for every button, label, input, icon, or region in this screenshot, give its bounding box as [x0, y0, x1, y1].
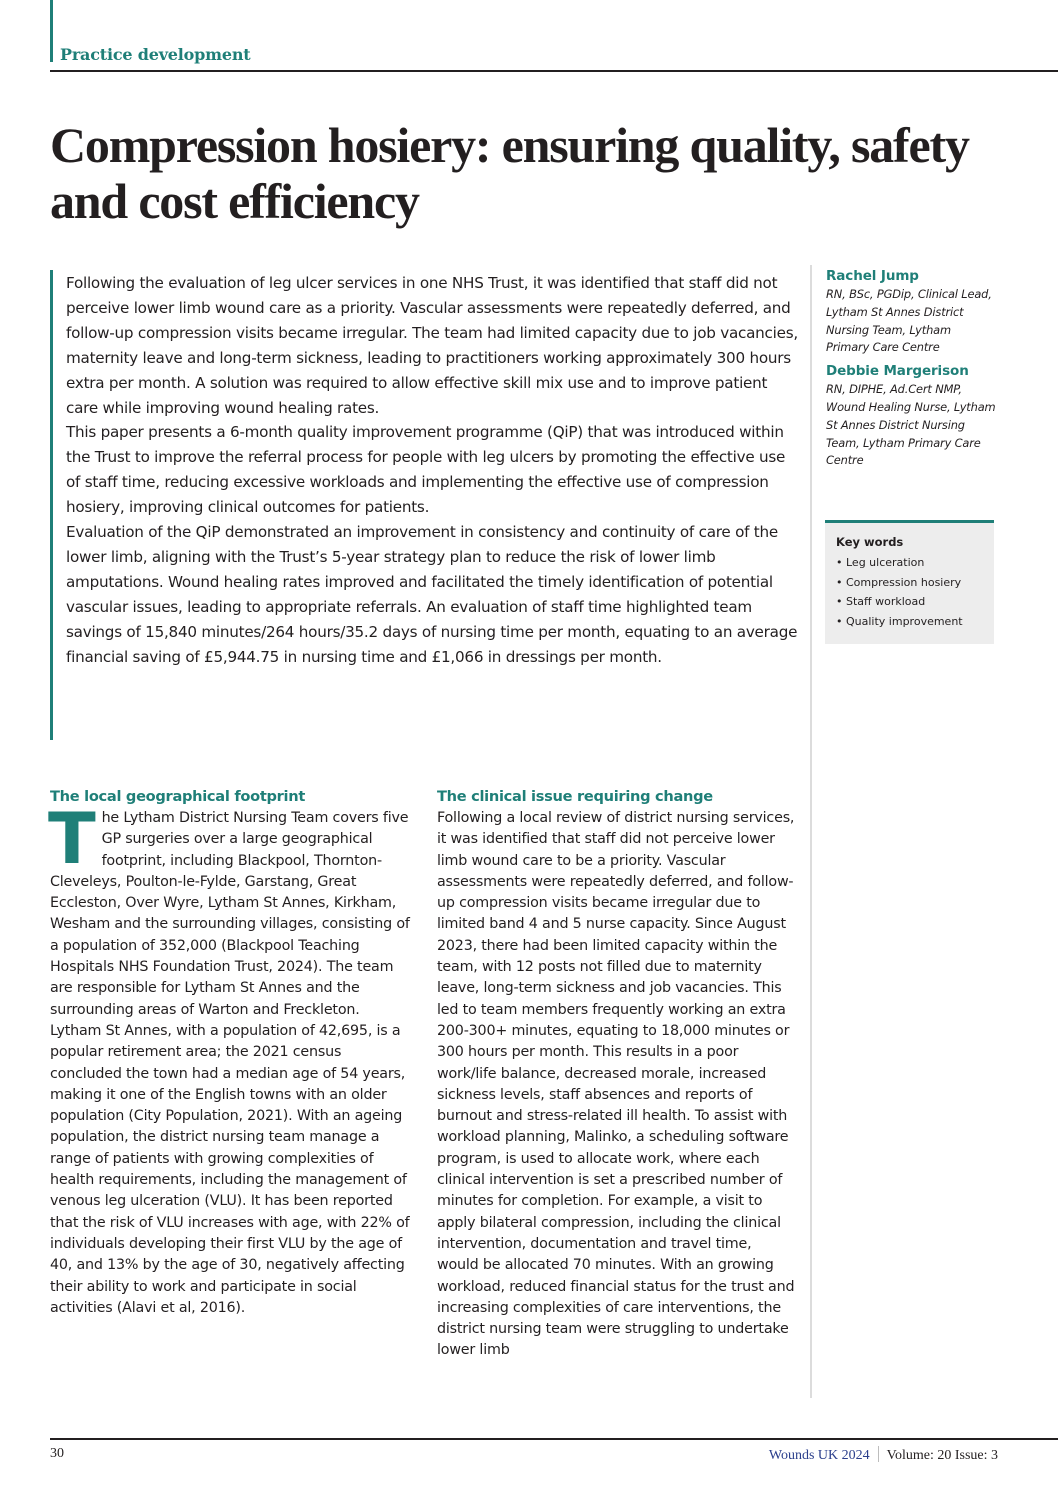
keyword-text: Quality improvement: [846, 614, 963, 628]
article-title: Compression hosiery: ensuring quality, safety and cost efficiency: [50, 117, 969, 229]
keyword-text: Leg ulceration: [846, 556, 925, 569]
header-divider: [50, 70, 1058, 72]
keyword-item: [836, 553, 994, 573]
keyword-item: [836, 612, 994, 632]
abstract-paragraph: This paper presents a 6-month quality improvement programme (QiP) that was introduced within the Trust to improve the referral process for people with leg ulcers by promoting the effective use of staff time, reducing excessive workloads and implementing the effective use of compression hosiery, improving clinical outcomes for patients.: [66, 423, 786, 517]
keywords-heading: Key words: [836, 535, 904, 549]
body-column-left: [50, 786, 410, 1319]
footer-divider: [50, 1438, 1058, 1440]
volume-issue: Volume: 20 Issue: 3: [886, 1448, 998, 1463]
section-heading: The local geographical footprint: [50, 788, 306, 805]
author-list: [826, 266, 996, 474]
keyword-item: [836, 573, 994, 593]
abstract-paragraph: Following the evaluation of leg ulcer services in one NHS Trust, it was identified that staff did not perceive lower limb wound care as a priority. Vascular assessments were repeatedly deferred, and follow-up compression visits became irregular. The team had limited capacity due to job vacancies, maternity leave and long-term sickness, leading to practitioners working approximately 300 hours extra per month. A solution was required to allow effective skill mix use and to improve patient care while improving wound healing rates.: [66, 274, 798, 417]
drop-cap: T: [48, 798, 96, 880]
section-text: he Lytham District Nursing Team covers five GP surgeries over a large geographical footprint, including Blackpool, Thornton-Cleveleys, Poulton-le-Fylde, Garstang, Great Eccleston, Over Wyre, Lytham St Annes, Kirkham, Wesham and the surrounding villages, consisting of a population of 352,000 (Blackpool Teaching Hospitals NHS Foundation Trust, 2024). The team are responsible for Lytham St Annes and the surrounding areas of Warton and Freckleton. Lytham St Annes, with a population of 42,695, is a popular retirement area; the 2021 census concluded the town had a median age of 54 years, making it one of the English towns with an older population (City Population, 2021). With an ageing population, the district nursing team manage a range of patients with growing complexities of health requirements, including the management of venous leg ulceration (VLU). It has been reported that the risk of VLU increases with age, with 22% of individuals developing their first VLU by the age of 40, and 13% by the age of 30, negatively affecting their ability to work and participate in social activities (Alavi et al, 2016).: [50, 810, 410, 1316]
journal-name: Wounds UK 2024: [768, 1448, 870, 1463]
author-name: Rachel Jump: [826, 268, 919, 284]
author-block: [826, 361, 996, 470]
author-affiliation: RN, BSc, PGDip, Clinical Lead, Lytham St Annes District Nursing Team, Lytham Primary Care Centre: [826, 287, 992, 355]
keyword-item: [836, 592, 994, 612]
keyword-text: Staff workload: [846, 595, 926, 609]
section-heading: The clinical issue requiring change: [437, 788, 713, 805]
bullet-icon: •: [836, 575, 843, 589]
journal-info: [769, 1446, 998, 1464]
section-body: Following a local review of district nursing services, it was identified that staff did not perceive lower limb wound care to be a priority. Vascular assessments were repeatedly deferred, and follow-up compression visits became irregular due to limited band 4 and 5 nurse capacity. Since August 2023, there had been limited capacity within the team, with 12 posts not filled due to maternity leave, long-term sickness and job vacancies. This led to team members frequently working an extra 200-300+ minutes, equating to 18,000 minutes or 300 hours per month. This results in a poor work/life balance, decreased morale, increased sickness levels, staff absences and reports of burnout and stress-related ill health. To assist with workload planning, Malinko, a scheduling software program, is used to allocate work, where each clinical intervention is set a prescribed number of minutes for completion. For example, a visit to apply bilateral compression, including the clinical intervention, documentation and travel time, would be allocated 70 minutes. With an growing workload, reduced financial status for the trust and increasing complexities of care interventions, the district nursing team were struggling to undertake lower limb: [437, 810, 795, 1359]
body-column-right: [437, 786, 797, 1362]
page-number: 30: [50, 1446, 64, 1461]
bullet-icon: •: [836, 614, 843, 628]
author-name: Debbie Margerison: [826, 363, 969, 380]
abstract-paragraph: Evaluation of the QiP demonstrated an improvement in consistency and continuity of care of the lower limb, aligning with the Trust’s 5-year strategy plan to reduce the risk of lower limb amputations. Wound healing rates improved and facilitated the timely identification of potential vascular issues, leading to appropriate referrals. An evaluation of staff time highlighted team savings of 15,840 minutes/264 hours/35.2 days of nursing time per month, equating to an average financial saving of £5,944.75 in nursing time and £1,066 in dressings per month.: [66, 523, 798, 666]
bullet-icon: •: [836, 595, 843, 609]
keywords-box: [825, 520, 994, 644]
section-label: Practice development: [60, 45, 251, 64]
sidebar-divider: [810, 265, 812, 1398]
footer-separator: [878, 1446, 879, 1462]
author-block: [826, 266, 996, 357]
section-body: [48, 798, 410, 1319]
keywords-list: [836, 553, 994, 631]
abstract-accent-bar: [50, 270, 53, 740]
keyword-text: Compression hosiery: [846, 575, 962, 589]
bullet-icon: •: [836, 556, 843, 569]
author-affiliation: RN, DIPHE, Ad.Cert NMP, Wound Healing Nurse, Lytham St Annes District Nursing Team, Lytham Primary Care Centre: [826, 382, 996, 468]
section-accent-bar: [50, 0, 53, 62]
abstract: [66, 271, 801, 670]
